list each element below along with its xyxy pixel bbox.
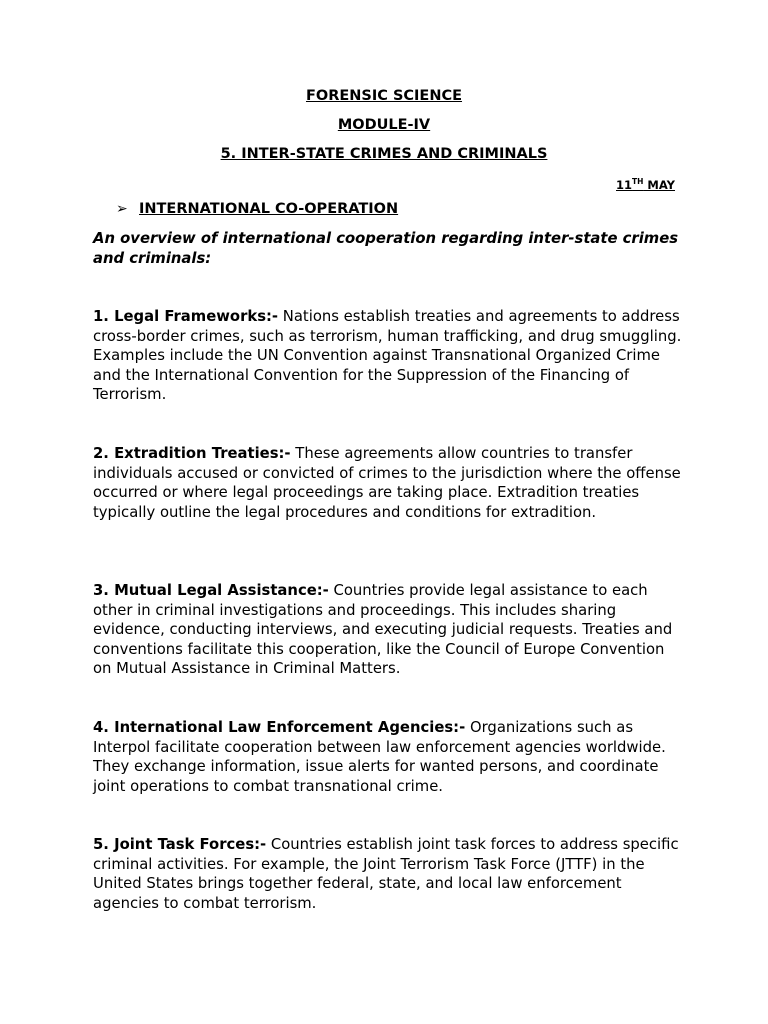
paragraph-extradition-treaties bbox=[93, 444, 683, 522]
paragraph-title: 4. International Law Enforcement Agencies:- bbox=[93, 719, 466, 736]
section-heading-label: INTERNATIONAL CO-OPERATION bbox=[139, 201, 399, 217]
paragraph-title: 5. Joint Task Forces:- bbox=[93, 836, 267, 853]
paragraph-joint-task-forces bbox=[93, 835, 683, 913]
module-title: MODULE-IV bbox=[337, 117, 431, 133]
chapter-title: 5. INTER-STATE CRIMES AND CRIMINALS bbox=[220, 146, 548, 162]
date-label bbox=[616, 173, 675, 194]
paragraph-body: Countries provide legal assistance to each other in criminal investigations and proceedings. This includes sharing evidence, conducting interviews, and executing judicial requests. Treaties and conventions facilitate this cooperation, like the Council of Europe Convention on Mutual Assistance in Criminal Matters. bbox=[93, 582, 673, 678]
arrow-bullet-icon: ➢ bbox=[116, 201, 128, 217]
section-heading bbox=[116, 200, 398, 218]
subject-title: FORENSIC SCIENCE bbox=[305, 88, 463, 104]
paragraph-title: 2. Extradition Treaties:- bbox=[93, 445, 291, 462]
paragraph-mutual-legal-assistance bbox=[93, 581, 683, 679]
date-day: 11 bbox=[616, 178, 633, 192]
paragraph-body: These agreements allow countries to transfer individuals accused or convicted of crimes to the jurisdiction where the offense occurred or where legal proceedings are taking place. Extradition treaties typically outline the legal procedures and conditions for extradition. bbox=[93, 445, 681, 521]
intro-text: An overview of international cooperation regarding inter-state crimes and criminals: bbox=[93, 230, 679, 267]
paragraph-legal-frameworks bbox=[93, 307, 683, 405]
paragraph-body: Organizations such as Interpol facilitate cooperation between law enforcement agencies worldwide. They exchange information, issue alerts for wanted persons, and coordinate joint operations to combat transnational crime. bbox=[93, 719, 666, 795]
date-suffix: TH bbox=[632, 177, 644, 186]
paragraph-law-enforcement-agencies bbox=[93, 718, 683, 796]
paragraph-title: 3. Mutual Legal Assistance:- bbox=[93, 582, 329, 599]
paragraph-body: Countries establish joint task forces to address specific criminal activities. For example, the Joint Terrorism Task Force (JTTF) in the United States brings together federal, state, and local law enforcement agencies to combat terrorism. bbox=[93, 836, 679, 912]
date-month: MAY bbox=[643, 178, 675, 192]
paragraph-body: Nations establish treaties and agreements to address cross-border crimes, such as terrorism, human trafficking, and drug smuggling. Examples include the UN Convention against Transnational Organized Crime and the International Convention for the Suppression of the Financing of Terrorism. bbox=[93, 308, 682, 404]
paragraph-title: 1. Legal Frameworks:- bbox=[93, 308, 279, 325]
